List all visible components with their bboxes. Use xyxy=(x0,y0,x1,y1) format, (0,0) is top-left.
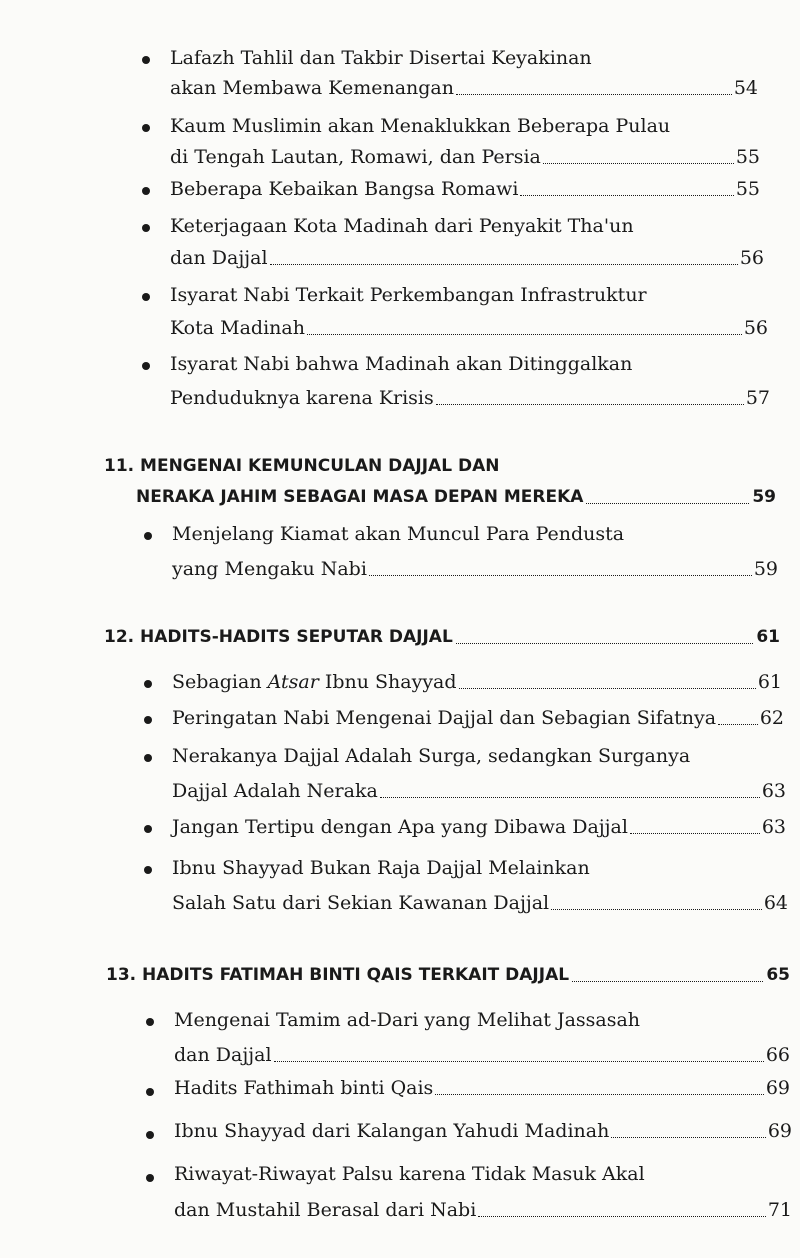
bullet-icon xyxy=(142,224,150,232)
dot-leader xyxy=(369,574,752,576)
page-number: 65 xyxy=(766,965,790,985)
page-number: 71 xyxy=(767,1199,792,1221)
dot-leader xyxy=(307,333,742,335)
page-number: 56 xyxy=(743,317,768,339)
bullet-icon xyxy=(142,187,150,195)
dot-leader xyxy=(520,194,733,196)
toc-item-text: di Tengah Lautan, Romawi, dan Persia xyxy=(170,146,541,168)
dot-leader xyxy=(543,162,734,164)
bullet-icon xyxy=(144,532,152,540)
dot-leader xyxy=(459,687,756,689)
toc-item-text: Kota Madinah xyxy=(170,317,305,339)
page-number: 61 xyxy=(757,671,782,693)
bullet-icon xyxy=(142,293,150,301)
chapter-title: 11. MENGENAI KEMUNCULAN DAJJAL DAN xyxy=(104,456,500,476)
toc-item-text: Kaum Muslimin akan Menaklukkan Beberapa Pulau xyxy=(170,115,671,137)
dot-leader xyxy=(274,1060,764,1062)
dot-leader xyxy=(611,1136,765,1138)
toc-item-text: Salah Satu dari Sekian Kawanan Dajjal xyxy=(172,892,550,914)
toc-item-text: Dajjal Adalah Neraka xyxy=(172,780,378,802)
toc-item-text: Lafazh Tahlil dan Takbir Disertai Keyakinan xyxy=(170,47,592,69)
toc-item-text: Mengenai Tamim ad-Dari yang Melihat Jassasah xyxy=(174,1009,641,1031)
toc-item-text: dan Dajjal xyxy=(174,1044,272,1066)
page-number: 59 xyxy=(752,487,776,507)
toc-item-text: Isyarat Nabi Terkait Perkembangan Infrastruktur xyxy=(170,284,647,306)
dot-leader xyxy=(718,723,758,725)
dot-leader xyxy=(270,263,738,265)
bullet-icon xyxy=(146,1018,154,1026)
page-number: 55 xyxy=(735,146,760,168)
page-number: 63 xyxy=(761,816,786,838)
page-number: 59 xyxy=(753,558,778,580)
bullet-icon xyxy=(142,362,150,370)
toc-item-text: Sebagian Atsar Ibnu Shayyad xyxy=(172,671,457,693)
toc-item-text: Peringatan Nabi Mengenai Dajjal dan Sebagian Sifatnya xyxy=(172,707,717,729)
toc-item-text: Isyarat Nabi bahwa Madinah akan Ditinggalkan xyxy=(170,353,633,375)
dot-leader xyxy=(478,1215,766,1217)
page-number: 57 xyxy=(745,387,770,409)
dot-leader xyxy=(456,642,754,644)
toc-item-text: Nerakanya Dajjal Adalah Surga, sedangkan Surganya xyxy=(172,745,691,767)
toc-item-text: akan Membawa Kemenangan xyxy=(170,77,454,99)
dot-leader xyxy=(435,1093,764,1095)
dot-leader xyxy=(456,93,732,95)
chapter-title: NERAKA JAHIM SEBAGAI MASA DEPAN MEREKA xyxy=(136,487,584,507)
bullet-icon xyxy=(144,866,152,874)
dot-leader xyxy=(630,832,760,834)
chapter-title: 13. HADITS FATIMAH BINTI QAIS TERKAIT DAJJAL xyxy=(106,965,570,985)
bullet-icon xyxy=(144,716,152,724)
page-number: 61 xyxy=(756,627,780,647)
page-number: 63 xyxy=(761,780,786,802)
bullet-icon xyxy=(146,1174,154,1182)
toc-item-text: dan Mustahil Berasal dari Nabi xyxy=(174,1199,477,1221)
bullet-icon xyxy=(146,1131,154,1139)
bullet-icon xyxy=(142,124,150,132)
toc-item-text: Hadits Fathimah binti Qais xyxy=(174,1077,434,1099)
dot-leader xyxy=(586,502,749,504)
page-number: 69 xyxy=(765,1077,790,1099)
page-number: 66 xyxy=(765,1044,790,1066)
bullet-icon xyxy=(142,56,150,64)
toc-item-text: Penduduknya karena Krisis xyxy=(170,387,434,409)
bullet-icon xyxy=(144,680,152,688)
page-number: 56 xyxy=(739,247,764,269)
toc-item-text: Ibnu Shayyad Bukan Raja Dajjal Melainkan xyxy=(172,857,590,879)
chapter-title: 12. HADITS-HADITS SEPUTAR DAJJAL xyxy=(104,627,453,647)
toc-item-text: Riwayat-Riwayat Palsu karena Tidak Masuk Akal xyxy=(174,1163,645,1185)
dot-leader xyxy=(380,796,760,798)
toc-item-text: dan Dajjal xyxy=(170,247,268,269)
bullet-icon xyxy=(146,1088,154,1096)
dot-leader xyxy=(572,980,763,982)
dot-leader xyxy=(551,908,762,910)
toc-item-text: Menjelang Kiamat akan Muncul Para Pendusta xyxy=(172,523,625,545)
toc-item-text: Jangan Tertipu dengan Apa yang Dibawa Dajjal xyxy=(172,816,628,838)
toc-item-text: Keterjagaan Kota Madinah dari Penyakit Tha'un xyxy=(170,215,634,237)
toc-item-text: yang Mengaku Nabi xyxy=(172,558,367,580)
toc-item-text: Beberapa Kebaikan Bangsa Romawi xyxy=(170,178,519,200)
page-number: 54 xyxy=(733,77,758,99)
dot-leader xyxy=(436,403,744,405)
page-number: 69 xyxy=(767,1120,792,1142)
bullet-icon xyxy=(144,825,152,833)
page-number: 62 xyxy=(759,707,784,729)
toc-item-text: Ibnu Shayyad dari Kalangan Yahudi Madinah xyxy=(174,1120,610,1142)
page-number: 55 xyxy=(735,178,760,200)
bullet-icon xyxy=(144,754,152,762)
page-number: 64 xyxy=(763,892,788,914)
